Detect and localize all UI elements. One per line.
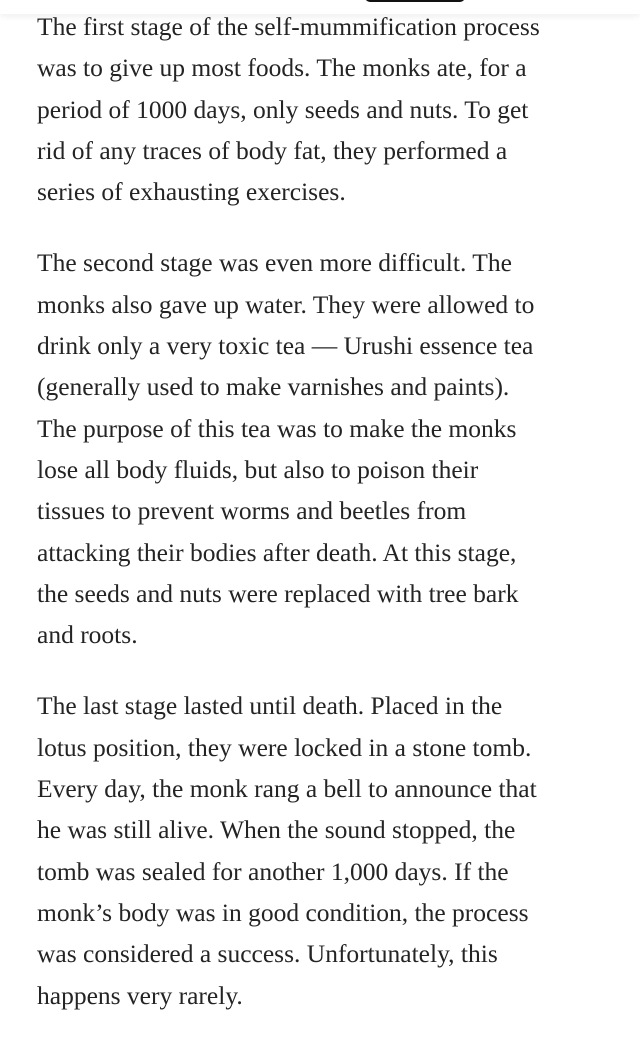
text-line: series of exhausting exercises. [37, 177, 346, 207]
text-line: attacking their bodies after death. At this stage, [37, 537, 517, 567]
article-body [37, 6, 637, 1046]
text-line: period of 1000 days, only seeds and nuts. To get [37, 94, 529, 124]
text-line: The purpose of this tea was to make the monks [37, 413, 517, 443]
text-line: lose all body fluids, but also to poison their [37, 454, 479, 484]
text-line: drink only a very toxic tea — Urushi essence tea [37, 331, 534, 361]
text-line: Every day, the monk rang a bell to announce that [37, 774, 537, 804]
text-line: happens very rarely. [37, 980, 243, 1010]
text-line: was considered a success. Unfortunately, this [37, 939, 498, 969]
text-line: tissues to prevent worms and beetles from [37, 496, 467, 526]
text-line: was to give up most foods. The monks ate, for a [37, 53, 527, 83]
text-line: and roots. [37, 620, 138, 650]
text-line: he was still alive. When the sound stopped, the [37, 815, 516, 845]
text-line: The last stage lasted until death. Placed in the [37, 691, 503, 721]
text-line: rid of any traces of body fat, they performed a [37, 135, 508, 165]
text-line: monk’s body was in good condition, the process [37, 897, 529, 927]
text-line: tomb was sealed for another 1,000 days. If the [37, 856, 509, 886]
text-line: the seeds and nuts were replaced with tree bark [37, 578, 519, 608]
paragraph [37, 685, 637, 1015]
paragraph [37, 242, 637, 655]
text-line: monks also gave up water. They were allowed to [37, 289, 535, 319]
text-line: The second stage was even more difficult. The [37, 248, 512, 278]
floating-button[interactable] [365, 0, 465, 2]
text-line: lotus position, they were locked in a stone tomb. [37, 732, 532, 762]
text-line: The first stage of the self-mummification process [37, 12, 540, 41]
text-line: (generally used to make varnishes and paints). [37, 372, 510, 402]
paragraph [37, 6, 637, 212]
